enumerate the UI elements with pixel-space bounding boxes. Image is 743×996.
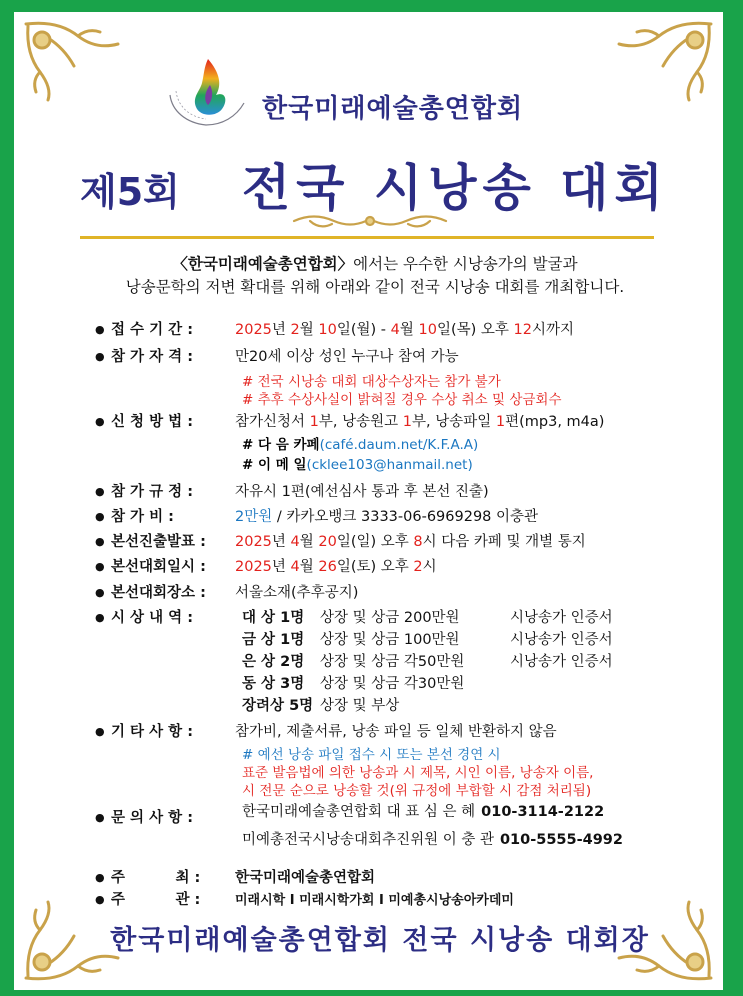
- info-row-final-date: ● 본선대회일시 : 2025년 4월 26일(토) 오후 2시: [95, 559, 437, 575]
- email-link[interactable]: (cklee103@hanmail.net): [306, 457, 473, 473]
- footer-title: 한국미래예술총연합회 전국 시낭송 대회장: [110, 925, 650, 956]
- prize-item: 동 상 3명 상장 및 상금 각30만원: [242, 676, 465, 692]
- organization-logo-icon: [160, 55, 252, 133]
- green-border-right: [723, 0, 743, 996]
- info-row-inquiry: ● 문 의 사 항 :: [95, 810, 194, 826]
- prize-item: 대 상 1명 상장 및 상금 200만원 시낭송가 인증서: [242, 610, 613, 626]
- bullet-icon: ●: [95, 415, 105, 428]
- info-row-host: ● 주 최 : 한국미래예술총연합회: [95, 870, 376, 886]
- cafe-link[interactable]: (café.daum.net/K.F.A.A): [319, 437, 479, 453]
- info-row-fee: ● 참 가 비 : 2만원 / 카카오뱅크 3333-06-6969298 이충관: [95, 509, 539, 525]
- etc-note-2: 표준 발음법에 의한 낭송과 시 제목, 시인 이름, 낭송자 이름,: [242, 765, 594, 781]
- info-row-period: ● 접 수 기 간 : 2025년 2월 10일(월) - 4월 10일(목) 오후 12시까지: [95, 318, 574, 339]
- apply-cafe: # 다 음 카페(café.daum.net/K.F.A.A): [242, 437, 479, 453]
- etc-note-3: 시 전문 순으로 낭송할 것(위 규정에 부합할 시 감점 처리됨): [242, 783, 592, 799]
- eligibility-note-2: # 추후 수상사실이 밝혀질 경우 수상 취소 및 상금회수: [242, 392, 562, 408]
- gold-divider-ornament-icon: [290, 210, 450, 232]
- info-row-apply: ● 신 청 방 법 : 참가신청서 1부, 낭송원고 1부, 낭송파일 1편(mp3, m4a): [95, 410, 604, 431]
- gold-corner-ornament-icon: [18, 14, 128, 104]
- organization-name: 한국미래예술총연합회: [262, 94, 524, 124]
- bullet-icon: ●: [95, 725, 105, 738]
- bullet-icon: ●: [95, 560, 105, 573]
- green-border-top: [0, 0, 743, 12]
- period-value: 2025년 2월 10일(월) - 4월 10일(목) 오후 12시까지: [235, 322, 574, 338]
- info-row-rules: ● 참 가 규 정 : 자유시 1편(예선심사 통과 후 본선 진출): [95, 484, 489, 500]
- contact-2-phone[interactable]: 010-5555-4992: [499, 832, 623, 848]
- bullet-icon: ●: [95, 535, 105, 548]
- eligibility-note-1: # 전국 시낭송 대회 대상수상자는 참가 불가: [242, 374, 501, 390]
- gold-divider-line: [80, 236, 654, 239]
- bullet-icon: ●: [95, 611, 105, 624]
- intro-line-2: 낭송문학의 저변 확대를 위해 아래와 같이 전국 시낭송 대회를 개최합니다.: [125, 278, 625, 296]
- apply-email: # 이 메 일(cklee103@hanmail.net): [242, 457, 473, 473]
- gold-corner-ornament-icon: [609, 14, 719, 104]
- info-row-venue: ● 본선대회장소 : 서울소재(추후공지): [95, 585, 359, 601]
- contact-1: 한국미래예술총연합회 대 표 심 은 혜 010-3114-2122: [242, 804, 605, 820]
- bullet-icon: ●: [95, 510, 105, 523]
- bullet-icon: ●: [95, 350, 105, 363]
- info-row-etc: ● 기 타 사 항 : 참가비, 제출서류, 낭송 파일 등 일체 반환하지 않음: [95, 724, 557, 740]
- bullet-icon: ●: [95, 871, 105, 884]
- contact-1-phone[interactable]: 010-3114-2122: [481, 804, 605, 820]
- etc-note-1: # 예선 낭송 파일 접수 시 또는 본선 경연 시: [242, 747, 501, 763]
- bullet-icon: ●: [95, 485, 105, 498]
- info-row-prizes: ● 시 상 내 역 :: [95, 610, 194, 626]
- apply-value: 참가신청서 1부, 낭송원고 1부, 낭송파일 1편(mp3, m4a): [235, 414, 605, 430]
- prize-item: 금 상 1명 상장 및 상금 100만원 시낭송가 인증서: [242, 632, 613, 648]
- green-border-bottom: [0, 990, 743, 996]
- bullet-icon: ●: [95, 323, 105, 336]
- event-title: 전국 시낭송 대회: [241, 159, 669, 217]
- intro-paragraph: [90, 253, 660, 299]
- intro-line-1: 〈한국미래예술총연합회〉에서는 우수한 시낭송가의 발굴과: [172, 255, 578, 273]
- bullet-icon: ●: [95, 811, 105, 824]
- info-row-announce: ● 본선진출발표 : 2025년 4월 20일(일) 오후 8시 다음 카페 및 개별 통지: [95, 534, 586, 550]
- prize-item: 은 상 2명 상장 및 상금 각50만원 시낭송가 인증서: [242, 654, 613, 670]
- contact-2: 미예총전국시낭송대회추진위원 이 충 관 010-5555-4992: [242, 832, 623, 848]
- info-row-organizer: ● 주 관 : 미래시학 I 미래시학가회 I 미예총시낭송아카데미: [95, 892, 514, 908]
- bullet-icon: ●: [95, 893, 105, 906]
- edition-label: 제5회: [80, 170, 180, 214]
- bullet-icon: ●: [95, 586, 105, 599]
- green-border-left: [0, 0, 14, 996]
- prize-item: 장려상 5명 상장 및 부상: [242, 698, 400, 714]
- info-row-eligibility: ● 참 가 자 격 : 만20세 이상 성인 누구나 참여 가능: [95, 349, 459, 365]
